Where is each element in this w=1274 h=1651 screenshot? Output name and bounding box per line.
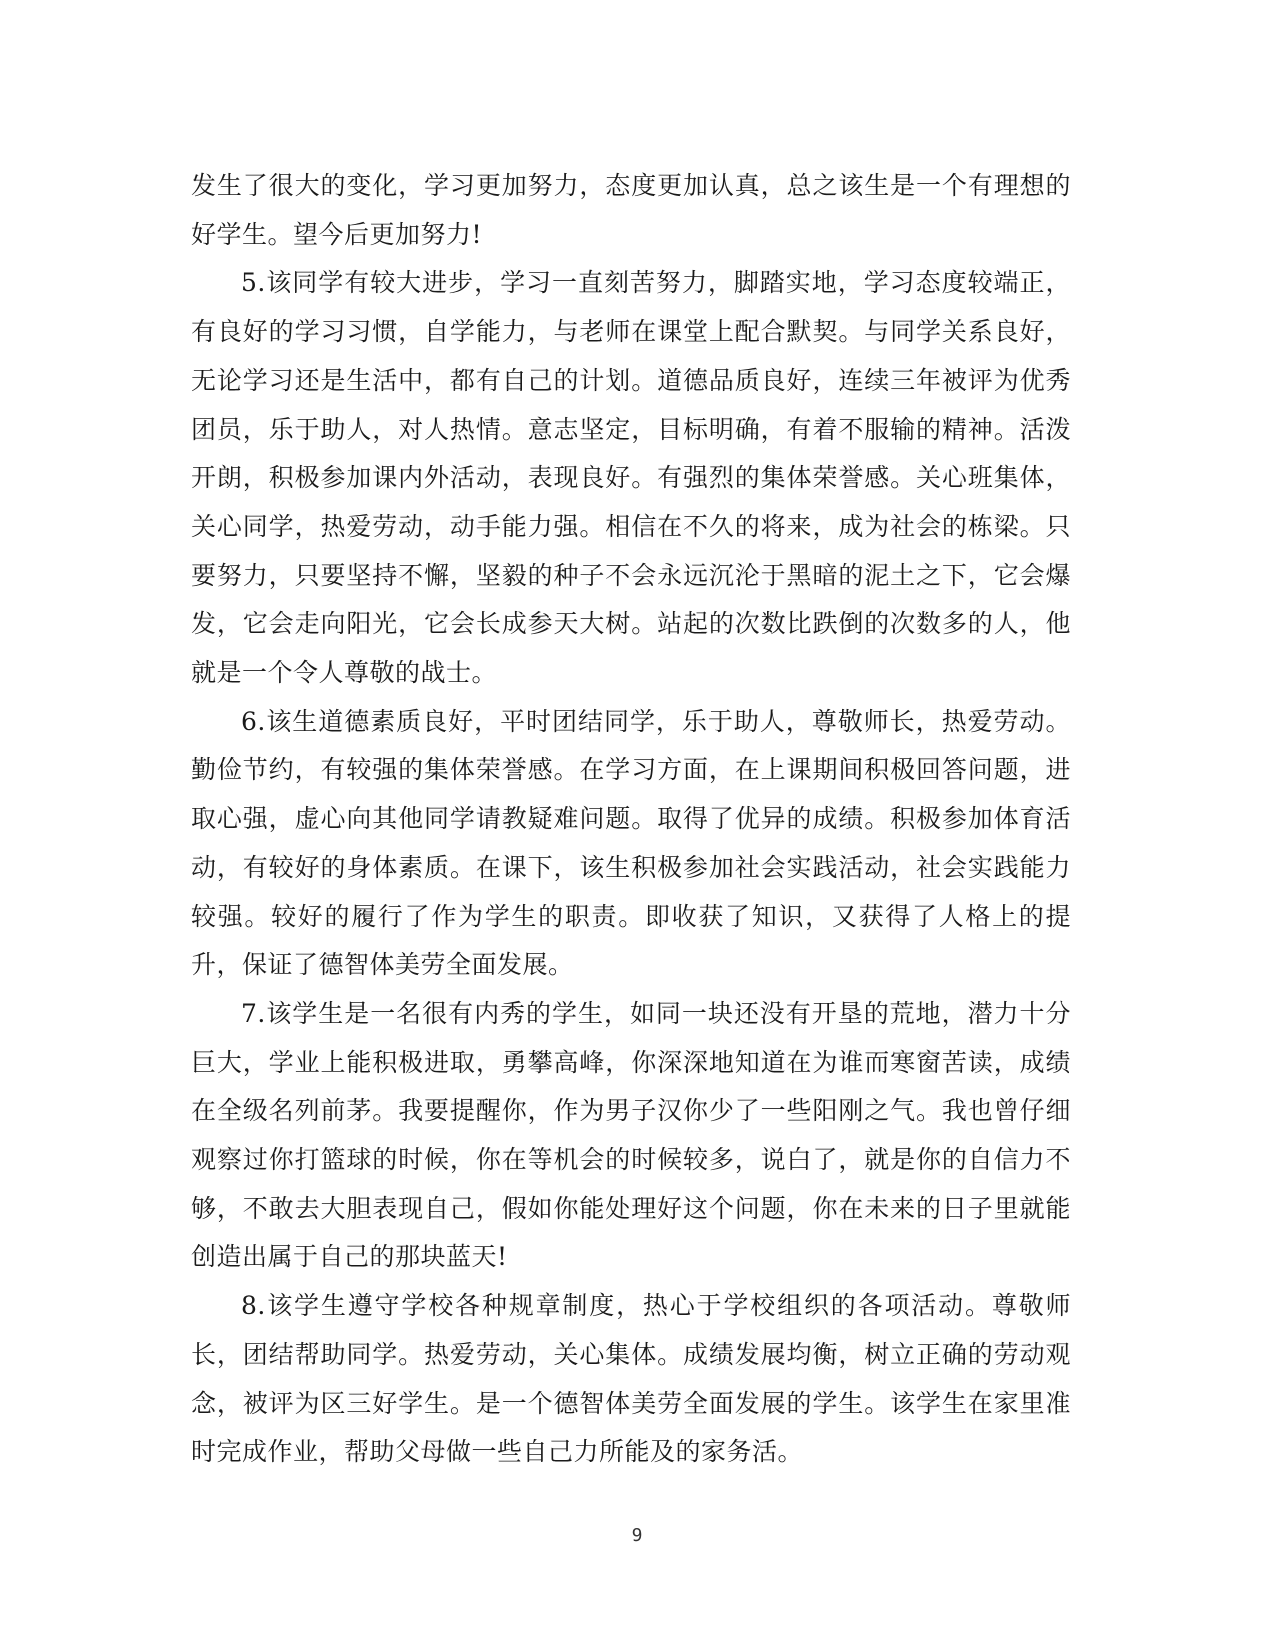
paragraph-7: 7.该学生是一名很有内秀的学生，如同一块还没有开垦的荒地，潜力十分巨大，学业上能积极进取，勇攀高峰，你深深地知道在为谁而寒窗苦读，成绩在全级名列前茅。我要提醒你，作为男子汉你少了一些阳刚之气。我也曾仔细观察过你打篮球的时候，你在等机会的时候较多，说白了，就是你的自信力不够，不敢去大胆表现自己，假如你能处理好这个问题，你在未来的日子里就能创造出属于自己的那块蓝天! <box>191 998 1071 1272</box>
document-body <box>191 162 1071 1477</box>
paragraph-5: 5.该同学有较大进步，学习一直刻苦努力，脚踏实地，学习态度较端正，有良好的学习习惯，自学能力，与老师在课堂上配合默契。与同学关系良好，无论学习还是生活中，都有自己的计划。道德品质良好，连续三年被评为优秀团员，乐于助人，对人热情。意志坚定，目标明确，有着不服输的精神。活泼开朗，积极参加课内外活动，表现良好。有强烈的集体荣誉感。关心班集体，关心同学，热爱劳动，动手能力强。相信在不久的将来，成为社会的栋梁。只要努力，只要坚持不懈，坚毅的种子不会永远沉沦于黑暗的泥土之下，它会爆发，它会走向阳光，它会长成参天大树。站起的次数比跌倒的次数多的人，他就是一个令人尊敬的战士。 <box>191 268 1071 688</box>
paragraph-8: 8.该学生遵守学校各种规章制度，热心于学校组织的各项活动。尊敬师长，团结帮助同学。热爱劳动，关心集体。成绩发展均衡，树立正确的劳动观念，被评为区三好学生。是一个德智体美劳全面发展的学生。该学生在家里准时完成作业，帮助父母做一些自己力所能及的家务活。 <box>191 1291 1071 1467</box>
paragraph-6: 6.该生道德素质良好，平时团结同学，乐于助人，尊敬师长，热爱劳动。勤俭节约，有较强的集体荣誉感。在学习方面，在上课期间积极回答问题，进取心强，虚心向其他同学请教疑难问题。取得了优异的成绩。积极参加体育活动，有较好的身体素质。在课下，该生积极参加社会实践活动，社会实践能力较强。较好的履行了作为学生的职责。即收获了知识，又获得了人格上的提升，保证了德智体美劳全面发展。 <box>191 706 1071 980</box>
paragraph-continued: 发生了很大的变化，学习更加努力，态度更加认真，总之该生是一个有理想的好学生。望今后更加努力! <box>191 171 1071 249</box>
page-number: 9 <box>631 1525 643 1546</box>
